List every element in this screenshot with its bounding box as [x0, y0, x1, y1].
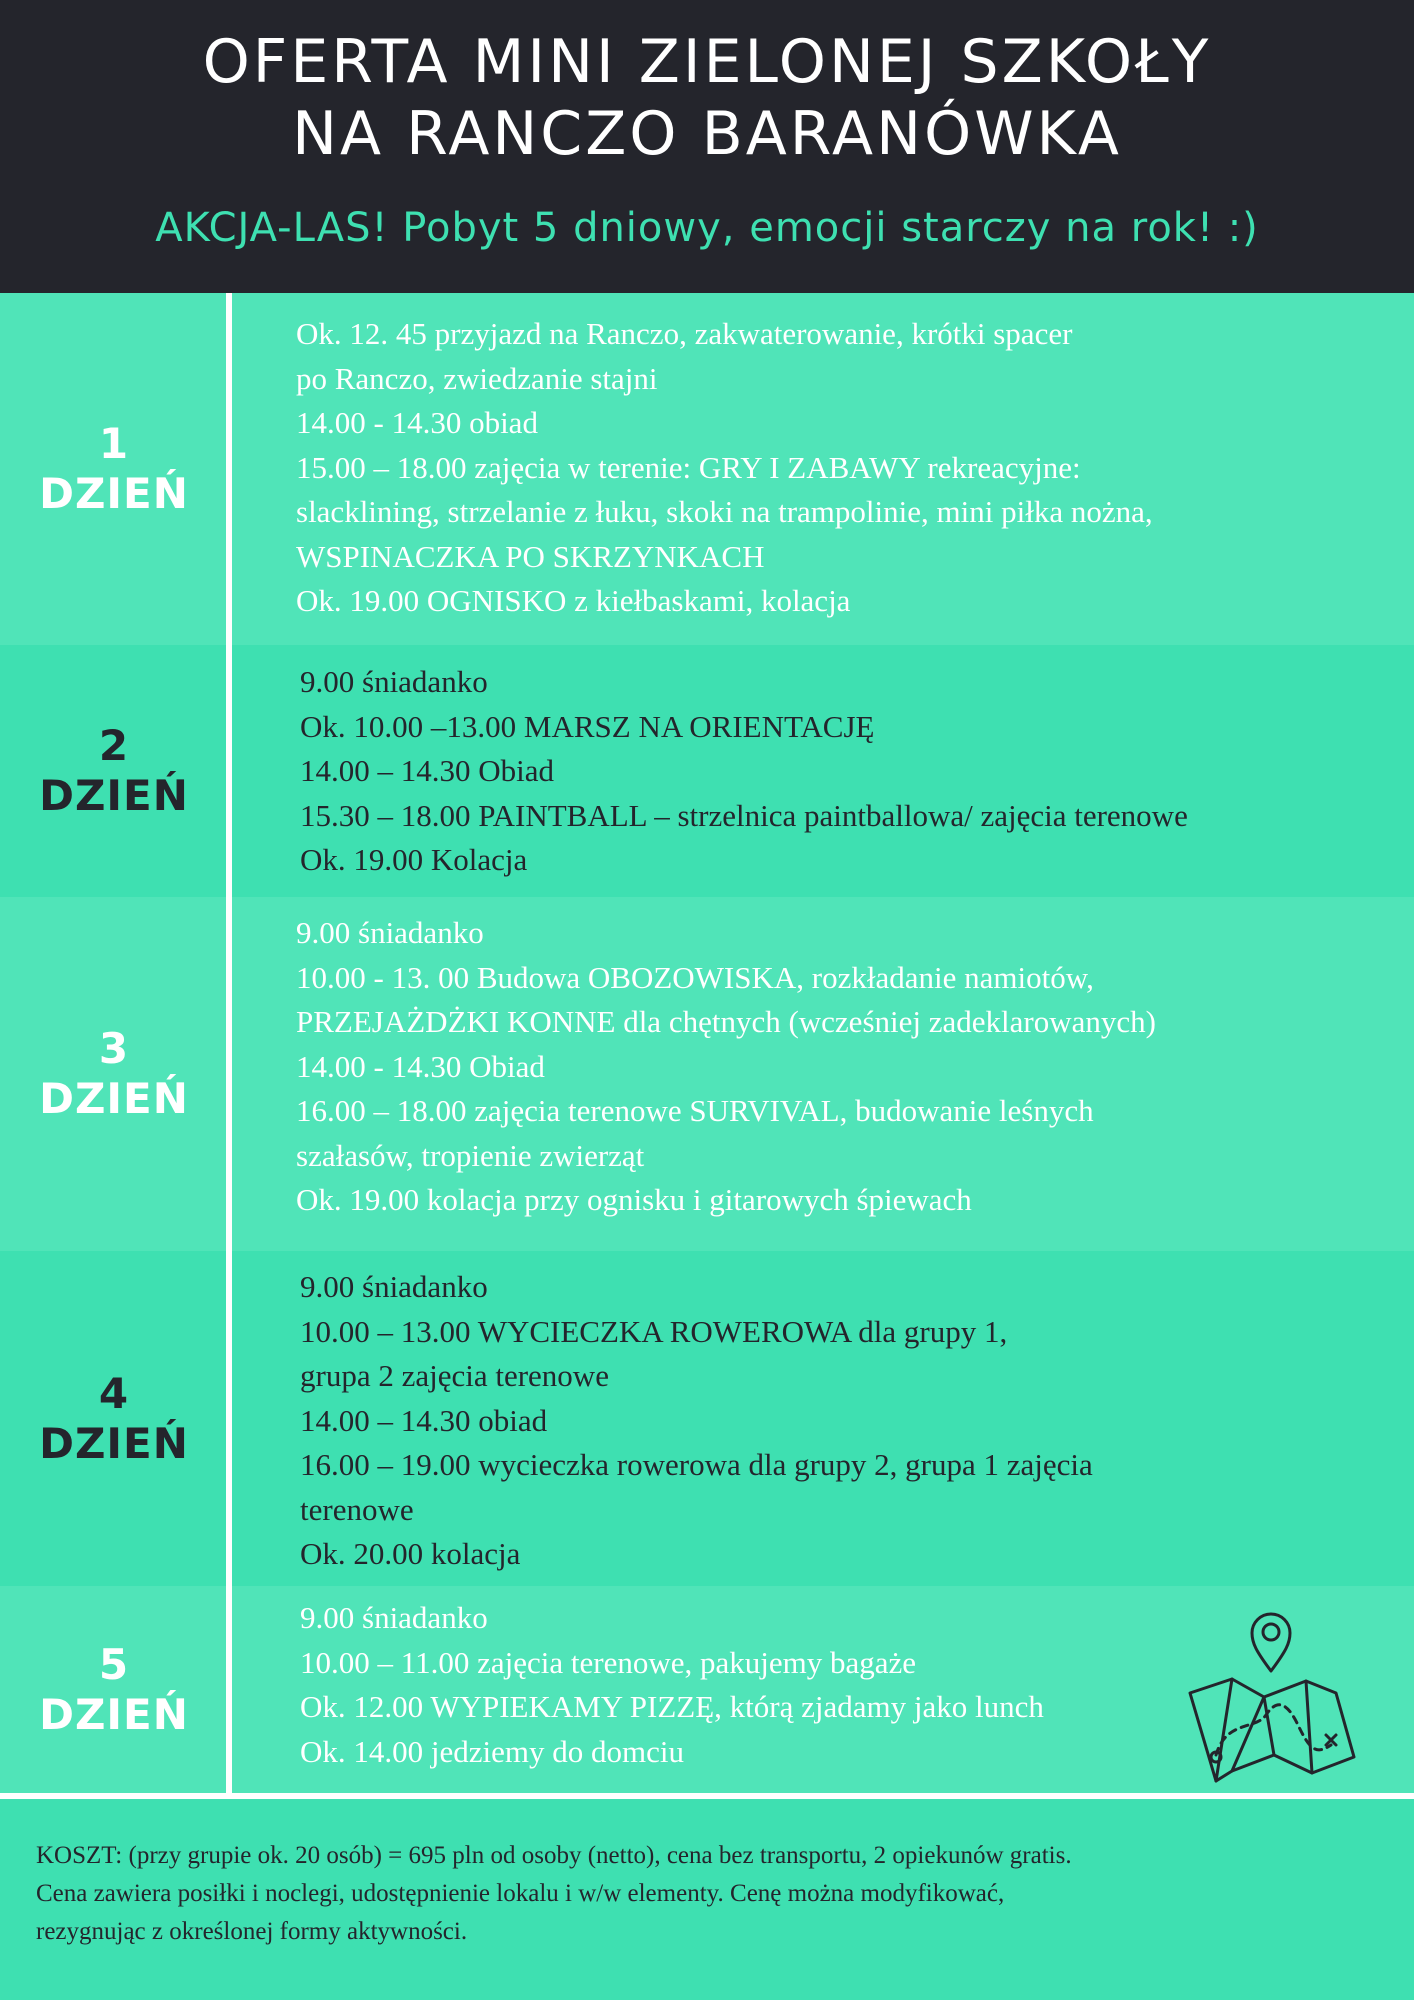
day-number: 1: [98, 419, 130, 468]
schedule-line: 16.00 – 19.00 wycieczka rowerowa dla grupy 2, grupa 1 zajęcia: [300, 1447, 1093, 1482]
day-2-schedule: [300, 660, 1384, 883]
schedule-line: 14.00 – 14.30 obiad: [300, 1402, 548, 1438]
day-2-section: [0, 645, 1414, 897]
page-subtitle: AKCJA-LAS! Pobyt 5 dniowy, emocji starczy na rok! :): [155, 205, 1259, 251]
day-3-section: [0, 897, 1414, 1251]
day-number: 3: [98, 1024, 130, 1073]
cost-note: [36, 1837, 1384, 1951]
footer-line: KOSZT: (przy grupie ok. 20 osób) = 695 pln od osoby (netto), cena bez transportu, 2 opiekunów gratis.: [36, 1842, 1072, 1869]
schedule-line: slacklining, strzelanie z łuku, skoki na trampolinie, mini piłka nożna,: [296, 494, 1153, 529]
map-with-pin-icon: [1186, 1605, 1356, 1783]
schedule-line: 14.00 – 14.30 Obiad: [300, 753, 555, 788]
header: [0, 0, 1414, 293]
schedule-line: terenowe: [300, 1491, 414, 1527]
schedule-line: 9.00 śniadanko: [296, 915, 484, 950]
title-line-2: NA RANCZO BARANÓWKA: [292, 99, 1122, 169]
day-4-section: [0, 1251, 1414, 1586]
schedule-line: WSPINACZKA PO SKRZYNKACH: [296, 538, 765, 574]
day-3-label: [0, 897, 228, 1251]
schedule-line: Ok. 14.00 jedziemy do domciu: [300, 1733, 684, 1769]
day-number: 4: [98, 1368, 130, 1418]
vertical-divider: [226, 293, 232, 1793]
schedule-line: 10.00 – 13.00 WYCIECZKA ROWEROWA dla grupy 1,: [300, 1313, 1008, 1349]
day-word: DZIEŃ: [39, 1689, 189, 1739]
title-line-1: OFERTA MINI ZIELONEJ SZKOŁY: [202, 27, 1212, 97]
schedule-line: 15.30 – 18.00 PAINTBALL – strzelnica paintballowa/ zajęcia terenowe: [300, 797, 1188, 833]
day-1-section: [0, 293, 1414, 645]
schedule-line: 14.00 - 14.30 Obiad: [296, 1048, 545, 1084]
day-number: 2: [98, 721, 130, 770]
footer-line: rezygnując z określonej formy aktywności.: [36, 1918, 468, 1945]
day-4-schedule: [300, 1265, 1384, 1577]
schedule-line: po Ranczo, zwiedzanie stajni: [296, 360, 658, 396]
schedule-line: 9.00 śniadanko: [300, 1269, 488, 1304]
schedule-line: Ok. 20.00 kolacja: [300, 1536, 521, 1571]
schedule-line: Ok. 12. 45 przyjazd na Ranczo, zakwaterowanie, krótki spacer: [296, 316, 1073, 351]
day-5-label: [0, 1586, 228, 1793]
schedule-line: 14.00 - 14.30 obiad: [296, 405, 538, 440]
footer: [0, 1799, 1414, 2000]
footer-line: Cena zawiera posiłki i noclegi, udostępnienie lokalu i w/w elementy. Cenę można modyfikować,: [36, 1880, 1005, 1907]
schedule-line: szałasów, tropienie zwierząt: [296, 1137, 645, 1173]
schedule-line: 16.00 – 18.00 zajęcia terenowe SURVIVAL, budowanie leśnych: [296, 1093, 1094, 1128]
schedule-line: Ok. 19.00 kolacja przy ognisku i gitarowych śpiewach: [296, 1182, 972, 1217]
schedule-line: Ok. 19.00 Kolacja: [300, 842, 528, 877]
day-word: DZIEŃ: [39, 771, 189, 820]
schedule-line: 10.00 – 11.00 zajęcia terenowe, pakujemy bagaże: [300, 1644, 917, 1680]
schedule-line: grupa 2 zajęcia terenowe: [300, 1358, 609, 1393]
day-1-schedule: [296, 312, 1384, 624]
schedule-line: PRZEJAŻDŻKI KONNE dla chętnych (wcześniej zadeklarowanych): [296, 1004, 1156, 1039]
day-word: DZIEŃ: [39, 469, 189, 518]
day-word: DZIEŃ: [39, 1074, 189, 1123]
schedule-line: Ok. 19.00 OGNISKO z kiełbaskami, kolacja: [296, 583, 851, 618]
day-4-label: [0, 1251, 228, 1586]
day-word: DZIEŃ: [39, 1418, 189, 1468]
schedule-line: Ok. 10.00 –13.00 MARSZ NA ORIENTACJĘ: [300, 708, 875, 744]
day-3-schedule: [296, 911, 1384, 1223]
page-title: [0, 26, 1414, 170]
schedule-line: 15.00 – 18.00 zajęcia w terenie: GRY I ZABAWY rekreacyjne:: [296, 449, 1081, 485]
day-1-label: [0, 293, 228, 645]
schedule-line: 9.00 śniadanko: [300, 1600, 488, 1635]
day-number: 5: [98, 1639, 130, 1689]
schedule-line: 9.00 śniadanko: [300, 664, 488, 699]
schedule-line: Ok. 12.00 WYPIEKAMY PIZZĘ, którą zjadamy jako lunch: [300, 1689, 1044, 1724]
schedule-line: 10.00 - 13. 00 Budowa OBOZOWISKA, rozkładanie namiotów,: [296, 959, 1094, 995]
day-2-label: [0, 645, 228, 897]
